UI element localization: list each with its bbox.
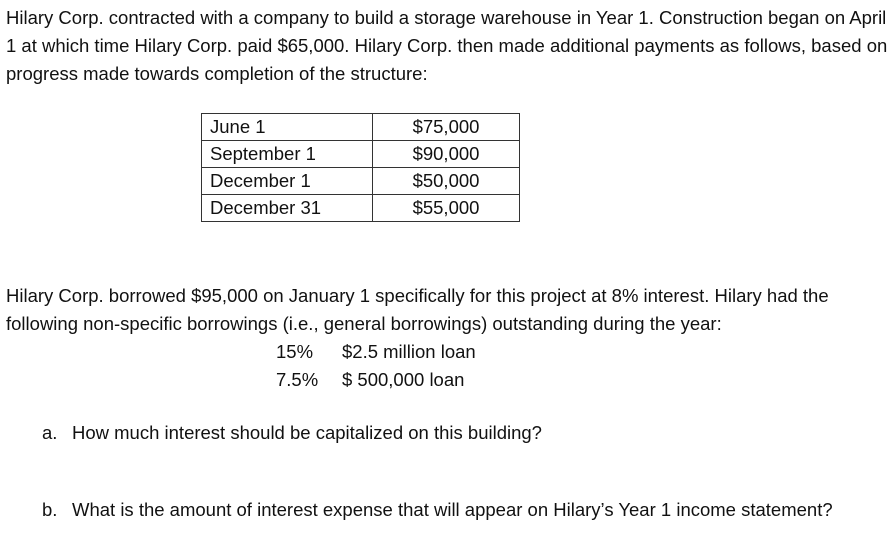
list-item: [276, 366, 476, 394]
payment-date: June 1: [202, 114, 373, 141]
question-letter: b.: [42, 499, 58, 520]
payment-amount: $55,000: [373, 195, 520, 222]
table-row: [202, 168, 520, 195]
general-loans-list: [276, 338, 476, 394]
payment-amount: $50,000: [373, 168, 520, 195]
list-item: [276, 338, 476, 366]
payments-table: [201, 113, 520, 222]
payment-amount: $90,000: [373, 141, 520, 168]
question-text: What is the amount of interest expense that will appear on Hilary’s Year 1 income statement?: [72, 499, 833, 520]
question-a: [42, 417, 842, 449]
question-letter: a.: [42, 422, 58, 443]
loan-description: $2.5 million loan: [342, 341, 476, 362]
loan-description: $ 500,000 loan: [342, 369, 465, 390]
question-b: [42, 494, 842, 526]
loan-rate: 15%: [276, 341, 314, 362]
table-row: [202, 114, 520, 141]
table-row: [202, 195, 520, 222]
table-row: [202, 141, 520, 168]
intro-paragraph: Hilary Corp. contracted with a company to build a storage warehouse in Year 1. Construction began on April 1 at which time Hilary Corp. paid $65,000. Hilary Corp. then made additional payments as follows, based on progress made towards completion of the structure:: [6, 7, 888, 84]
borrowing-paragraph: Hilary Corp. borrowed $95,000 on January 1 specifically for this project at 8% interest. Hilary had the following non-specific borrowings (i.e., general borrowings) outstanding during the year:: [6, 285, 829, 334]
payment-date: September 1: [202, 141, 373, 168]
payment-date: December 1: [202, 168, 373, 195]
question-text: How much interest should be capitalized on this building?: [72, 422, 542, 443]
payment-date: December 31: [202, 195, 373, 222]
payment-amount: $75,000: [373, 114, 520, 141]
loan-rate: 7.5%: [276, 369, 319, 390]
